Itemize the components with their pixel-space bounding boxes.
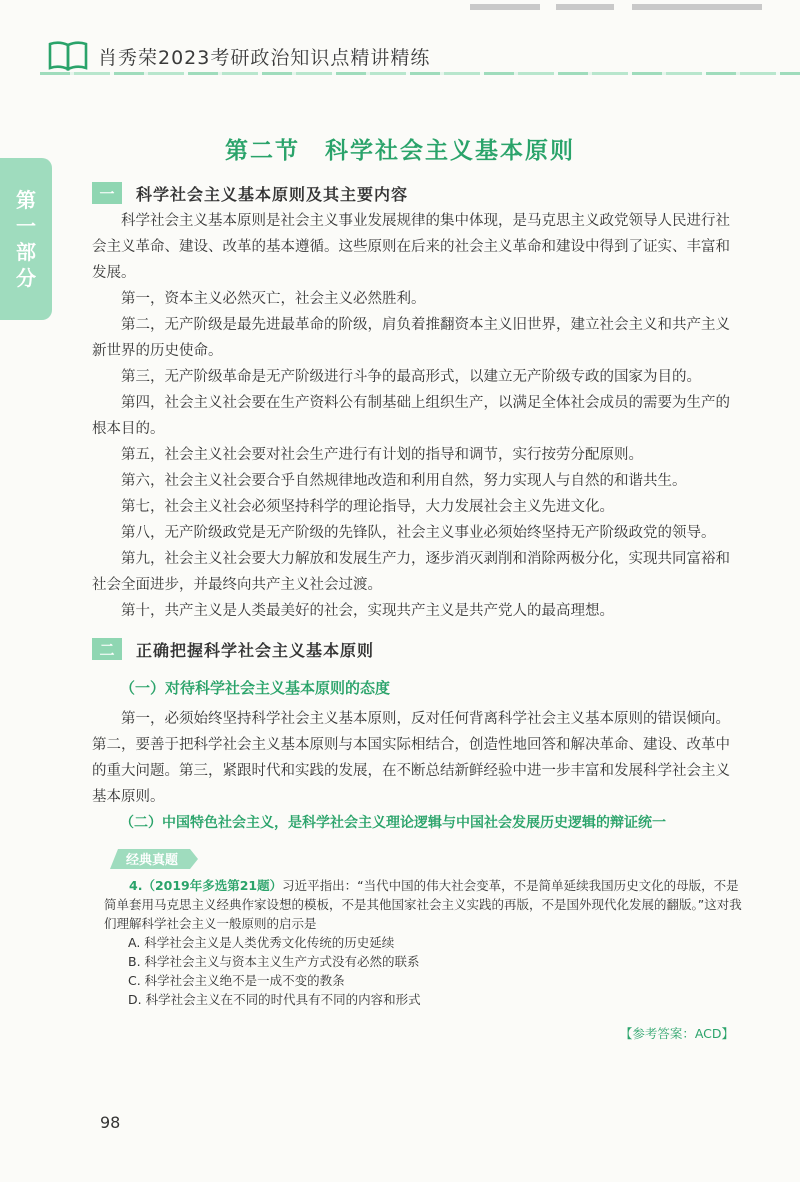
part1-intro: 科学社会主义基本原则是社会主义事业发展规律的集中体现，是马克思主义政党领导人民进行社会主义革命、建设、改革的基本遵循。这些原则在后来的社会主义革命和建设中得到了证实、丰富和发展。 [92,213,730,281]
page-number: 98 [100,1113,121,1132]
principle-item: 第十，共产主义是人类最美好的社会，实现共产主义是共产党人的最高理想。 [121,603,614,619]
principle-item: 第八，无产阶级政党是无产阶级的先锋队，社会主义事业必须始终坚持无产阶级政党的领导。 [121,525,716,541]
header-rule [40,72,800,75]
principle-item: 第五，社会主义社会要对社会生产进行有计划的指导和调节，实行按劳分配原则。 [121,447,643,463]
principle-item: 第九，社会主义社会要大力解放和发展生产力，逐步消灭剥削和消除两极分化，实现共同富裕和社会全面进步，并最终向共产主义社会过渡。 [92,551,730,593]
principle-item: 第三，无产阶级革命是无产阶级进行斗争的最高形式，以建立无产阶级专政的国家为目的。 [121,369,701,385]
side-tab-char: 分 [16,266,36,290]
exam-tag [110,849,198,869]
page-header [48,36,430,76]
question-option: C. 科学社会主义绝不是一成不变的教条 [128,973,345,988]
principle-item: 第二，无产阶级是最先进最革命的阶级，肩负着推翻资本主义旧世界，建立社会主义和共产主义新世界的历史使命。 [92,317,730,359]
open-book-icon [48,40,88,72]
subsection-1-body: 第一，必须始终坚持科学社会主义基本原则，反对任何背离科学社会主义基本原则的错误倾向。第二，要善于把科学社会主义基本原则与本国实际相结合，创造性地回答和解决革命、建设、改革中的重大问题。第三，紧跟时代和实践的发展，在不断总结新鲜经验中进一步丰富和发展科学社会主义基本原则。 [92,711,730,805]
question-option: B. 科学社会主义与资本主义生产方式没有必然的联系 [128,954,420,969]
part2-title: 正确把握科学社会主义基本原则 [136,640,375,660]
subsection-2-title: （二）中国特色社会主义，是科学社会主义理论逻辑与中国社会发展历史逻辑的辩证统一 [120,815,666,831]
principle-item: 第六，社会主义社会要合乎自然规律地改造和利用自然，努力实现人与自然的和谐共生。 [121,473,687,489]
question-source: 4.（2019年多选第21题） [129,878,283,893]
exam-question [104,876,744,1009]
question-text: 习近平指出：“当代中国的伟大社会变革，不是简单延续我国历史文化的母版，不是简单套用马克思主义经典作家设想的模板，不是其他国家社会主义实践的再版，不是国外现代化发展的翻版。”这对我们理解科学社会主义一般原则的启示是 [104,878,742,931]
part1-number: 一 [92,182,122,204]
question-option: A. 科学社会主义是人类优秀文化传统的历史延续 [128,935,395,950]
exam-tag-label: 经典真题 [125,853,179,868]
subsection-1-title: （一）对待科学社会主义基本原则的态度 [120,679,391,697]
question-stem [104,876,744,933]
side-tab-char: 一 [16,214,36,238]
question-option: D. 科学社会主义在不同的时代具有不同的内容和形式 [128,992,421,1007]
part1-heading [92,180,408,206]
part2-body [92,706,742,810]
section-title: 第二节 科学社会主义基本原则 [225,138,575,164]
principle-item: 第七，社会主义社会必须坚持科学的理论指导，大力发展社会主义先进文化。 [121,499,614,515]
side-tab-char: 第 [16,188,36,212]
header-title: 肖秀荣2023考研政治知识点精讲精练 [98,46,431,69]
part1-title: 科学社会主义基本原则及其主要内容 [136,184,409,204]
principle-item: 第四，社会主义社会要在生产资料公有制基础上组织生产，以满足全体社会成员的需要为生产的根本目的。 [92,395,730,437]
part2-number: 二 [92,638,122,660]
principle-item: 第一，资本主义必然灭亡，社会主义必然胜利。 [121,291,426,307]
part2-heading [92,636,374,662]
reference-answer: 【参考答案：ACD】 [619,1026,734,1041]
part-side-tab [0,158,52,320]
part1-body [92,208,742,624]
side-tab-char: 部 [16,240,36,264]
top-scan-line [0,0,800,14]
